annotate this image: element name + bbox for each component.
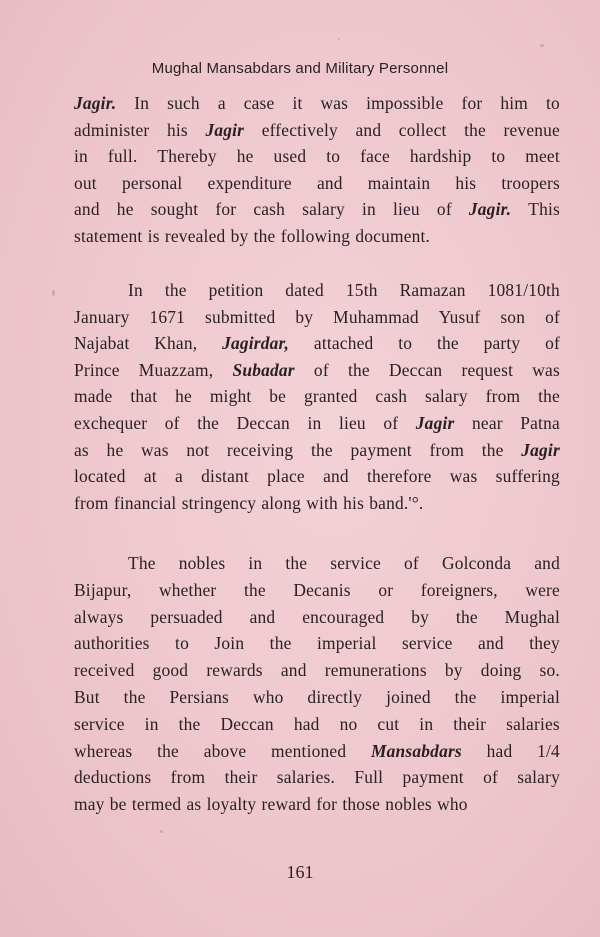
word: to (175, 633, 189, 654)
text-line (74, 120, 560, 140)
word: suffering (495, 466, 560, 487)
word: the (285, 553, 308, 573)
word: of (545, 306, 560, 327)
word: those (342, 794, 381, 815)
word: in (74, 146, 88, 167)
word: distant (201, 466, 249, 487)
word: deductions (74, 767, 152, 788)
word: was (141, 439, 169, 460)
word: personal (121, 172, 183, 193)
word: statement (74, 226, 143, 246)
word: Deccan (220, 713, 274, 734)
word: from (170, 767, 206, 788)
word: persuaded (150, 606, 223, 627)
word: But (74, 687, 100, 707)
word: a (217, 93, 226, 113)
italic-term: Subadar (232, 359, 295, 380)
text-line (74, 493, 560, 513)
word: was (320, 93, 349, 113)
text-line (74, 741, 560, 761)
word: therefore (367, 466, 432, 487)
word: encouraged (302, 606, 385, 627)
word: stringency (181, 492, 257, 513)
text-line (74, 794, 560, 814)
word: the (197, 413, 220, 433)
word: impossible (366, 93, 444, 113)
word: by (411, 606, 430, 627)
italic-term: Mansabdars (370, 740, 462, 761)
word: not (186, 439, 210, 460)
word: from (429, 439, 465, 460)
text-line (74, 714, 560, 734)
word: of (404, 553, 419, 573)
word: from (485, 386, 521, 407)
word: attached (313, 333, 374, 354)
word: by (295, 306, 314, 327)
word: the (481, 439, 504, 460)
word: of (164, 413, 180, 433)
word: the (455, 606, 478, 627)
word: Yusuf (438, 306, 481, 327)
word: Prince (74, 359, 120, 380)
word: by (230, 226, 249, 246)
word: to (491, 146, 506, 167)
text-line (74, 633, 560, 653)
word: no (339, 713, 358, 734)
word: such (167, 93, 200, 113)
italic-term: Jagir (415, 413, 455, 433)
word: mentioned (271, 740, 347, 761)
word: Decanis (293, 579, 351, 600)
word: for (215, 199, 237, 220)
word: the (157, 740, 179, 761)
text-line (74, 199, 560, 219)
word: located (74, 466, 126, 487)
word: rewards (206, 660, 263, 681)
word: be (269, 386, 287, 407)
word: case (243, 93, 275, 113)
word: document. (355, 226, 431, 246)
word: Join (214, 633, 245, 654)
word: termed (131, 794, 182, 815)
word: revenue (503, 119, 560, 140)
word: and (280, 660, 307, 681)
word: payment (350, 439, 412, 460)
word: received (74, 660, 135, 681)
word: troopers (501, 172, 560, 193)
word: 1/4 (537, 740, 560, 761)
word: and (355, 119, 382, 140)
word: above (203, 740, 247, 761)
word: party (483, 333, 521, 354)
word: 1671 (149, 306, 186, 327)
word: so. (539, 660, 560, 681)
word: and (323, 466, 349, 487)
word: financial (113, 492, 177, 513)
word: out (74, 172, 97, 193)
word: authorities (74, 633, 150, 654)
text-line (74, 413, 560, 433)
word: the (347, 359, 370, 380)
word: had (486, 740, 513, 761)
word: The (128, 553, 156, 573)
paper-speck (52, 290, 55, 296)
word: nobles (385, 794, 432, 815)
word: may (74, 794, 105, 815)
word: sought (150, 199, 199, 220)
word: who (437, 794, 468, 815)
paper-speck (338, 38, 340, 40)
word: were (525, 579, 560, 600)
word: the (269, 633, 292, 654)
word: be (109, 794, 127, 815)
word: cash (375, 386, 408, 407)
word: near (472, 413, 503, 433)
word: he (236, 146, 254, 167)
word: for (461, 93, 483, 113)
word: following (280, 226, 351, 246)
word: of (483, 767, 498, 788)
word: service (401, 633, 453, 654)
italic-term: Jagirdar, (222, 333, 290, 354)
text-line (74, 440, 560, 460)
word: revealed (164, 226, 226, 246)
word: along (261, 492, 301, 513)
word: face (360, 146, 390, 167)
word: Deccan (388, 359, 443, 380)
word: had (293, 713, 320, 734)
word: from (74, 492, 109, 513)
word: who (252, 687, 284, 707)
word: lieu (392, 199, 420, 220)
word: or (378, 579, 394, 600)
word: receiving (226, 439, 294, 460)
text-line (74, 687, 560, 707)
word: service (74, 713, 125, 734)
word: the (310, 439, 333, 460)
word: in (248, 553, 263, 573)
text-line (74, 580, 560, 600)
word: collect (398, 119, 447, 140)
word: their (224, 767, 258, 788)
word: him (500, 93, 529, 113)
word: a (175, 466, 183, 487)
word: his (455, 172, 477, 193)
word: Muhammad (333, 306, 419, 327)
word: Golconda (441, 553, 512, 573)
word: joined (386, 687, 431, 707)
word: and (249, 606, 276, 627)
word: and (478, 633, 504, 654)
word: Bijapur, (74, 579, 132, 600)
word: the (178, 713, 201, 734)
text-line (74, 386, 560, 406)
word: directly (307, 687, 363, 707)
word: used (273, 146, 307, 167)
text-line (74, 466, 560, 486)
paper-speck (540, 44, 544, 47)
word: and (74, 199, 100, 220)
word: with (306, 492, 338, 513)
word: to (398, 333, 413, 354)
text-line (74, 226, 560, 246)
word: cash (253, 199, 286, 220)
text-line (74, 93, 560, 113)
word: at (143, 466, 157, 487)
word: for (316, 794, 338, 815)
word: imperial (316, 633, 377, 654)
word: salary (517, 767, 560, 788)
word: he (175, 386, 192, 407)
word: the (454, 687, 477, 707)
word: is (147, 226, 160, 246)
word: maintain (367, 172, 431, 193)
word: Deccan (236, 413, 290, 433)
italic-term: Jagir (205, 119, 245, 140)
word: Ramazan (399, 280, 466, 300)
italic-term: Jagir. (468, 199, 512, 220)
word: and (534, 553, 560, 573)
word: loyalty (206, 794, 257, 815)
word: the (464, 119, 486, 140)
word: made (74, 386, 113, 407)
text-line (74, 173, 560, 193)
word: salaries (506, 713, 560, 734)
word: as (74, 439, 89, 460)
word: his (166, 119, 188, 140)
text-line (74, 333, 560, 353)
word: nobles (178, 553, 226, 573)
running-head-title: Mughal Mansabdars and Military Personnel (151, 60, 449, 77)
word: exchequer (74, 413, 148, 433)
page-number: 161 (286, 862, 314, 882)
text-line (128, 280, 560, 300)
word: of (436, 199, 452, 220)
word: cut (377, 713, 400, 734)
word: that (130, 386, 158, 407)
text-line (74, 360, 560, 380)
text-line (128, 553, 560, 573)
italic-term: Jagir. (74, 93, 117, 113)
word: the (436, 333, 459, 354)
word: Patna (520, 413, 560, 433)
word: by (444, 660, 463, 681)
text-line (74, 146, 560, 166)
word: good (152, 660, 189, 681)
word: lieu (338, 413, 366, 433)
word: he (106, 439, 124, 460)
word: of (313, 359, 329, 380)
word: was (449, 466, 478, 487)
word: whereas (74, 740, 133, 761)
word: the (243, 579, 266, 600)
word: salary (302, 199, 345, 220)
word: expenditure (207, 172, 292, 193)
word: band.'°. (369, 492, 424, 513)
word: submitted (205, 306, 276, 327)
word: remunerations (324, 660, 427, 681)
word: meet (525, 146, 560, 167)
word: always (74, 606, 124, 627)
word: Muazzam, (138, 359, 214, 380)
word: they (529, 633, 560, 654)
word: January (74, 306, 130, 327)
text-line (74, 660, 560, 680)
word: imperial (500, 687, 560, 707)
word: request (461, 359, 514, 380)
word: administer (74, 119, 150, 140)
word: doing (480, 660, 522, 681)
word: whether (158, 579, 217, 600)
word: granted (303, 386, 358, 407)
text-line (74, 767, 560, 787)
word: in (419, 713, 434, 734)
word: foreigners, (420, 579, 498, 600)
word: in (361, 199, 376, 220)
word: Najabat (74, 333, 130, 354)
word: Khan, (154, 333, 198, 354)
word: 1081/10th (487, 280, 560, 300)
word: effectively (261, 119, 338, 140)
word: to (546, 93, 560, 113)
word: the (253, 226, 276, 246)
text-line (74, 307, 560, 327)
word: place (267, 466, 305, 487)
word: in (307, 413, 322, 433)
word: of (383, 413, 399, 433)
text-line (74, 607, 560, 627)
word: Persians (169, 687, 230, 707)
word: petition (208, 280, 264, 300)
word: son (500, 306, 526, 327)
word: he (116, 199, 134, 220)
word: 15th (345, 280, 378, 300)
word: to (326, 146, 341, 167)
paper-speck (160, 830, 163, 833)
word: reward (261, 794, 312, 815)
word: salary (424, 386, 468, 407)
word: dated (285, 280, 324, 300)
word: the (538, 386, 560, 407)
word: full. (107, 146, 138, 167)
word: In (128, 280, 143, 300)
word: was (532, 359, 560, 380)
word: and (316, 172, 343, 193)
word: This (528, 199, 560, 220)
word: in (144, 713, 159, 734)
word: Thereby (157, 146, 217, 167)
word: Full (354, 767, 384, 788)
word: his (343, 492, 365, 513)
word: the (164, 280, 187, 300)
word: payment (402, 767, 464, 788)
word: as (186, 794, 202, 815)
word: In (134, 93, 150, 113)
word: of (545, 333, 560, 354)
word: salaries. (276, 767, 336, 788)
word: hardship (409, 146, 472, 167)
word: the (123, 687, 146, 707)
word: service (330, 553, 381, 573)
word: their (453, 713, 487, 734)
word: might (209, 386, 252, 407)
italic-term: Jagir (521, 439, 560, 460)
word: it (292, 93, 303, 113)
word: Mughal (504, 606, 560, 627)
